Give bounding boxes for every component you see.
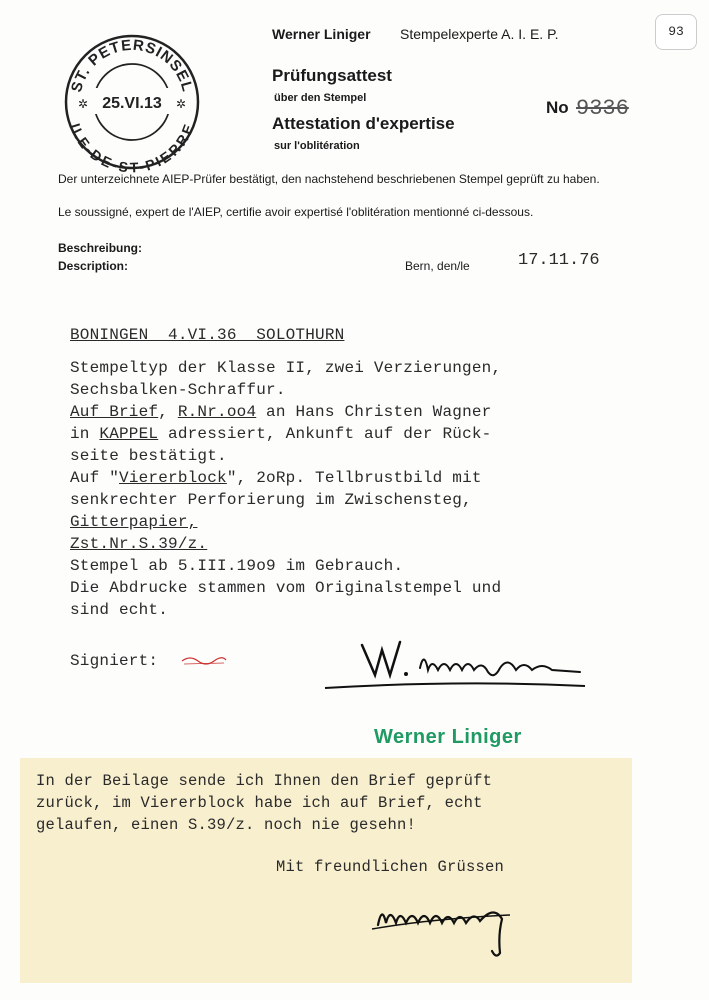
body-line: Zst.Nr.S.39/z. (70, 535, 208, 553)
postmark-top-text: ST. PETERSINSEL (67, 36, 197, 95)
certificate-date: 17.11.76 (518, 251, 600, 270)
expert-title: Stempelexperte A. I. E. P. (400, 26, 559, 42)
expert-name: Werner Liniger (272, 26, 371, 42)
note-closing: Mit freundlichen Grüssen (276, 858, 505, 876)
body-line: seite bestätigt. (70, 447, 227, 465)
body-line: Stempeltyp der Klasse II, zwei Verzierungen, (70, 359, 502, 377)
postmark-heading: BONINGEN 4.VI.36 SOLOTHURN (70, 326, 345, 344)
handwritten-signature (320, 630, 600, 700)
title-fr: Attestation d'expertise (272, 114, 455, 133)
title-de: Prüfungsattest (272, 66, 392, 85)
description-label-de: Beschreibung: (58, 241, 143, 255)
red-mark (180, 652, 230, 668)
star-icon: ✲ (78, 97, 89, 111)
certificate-number: 9336 (576, 96, 629, 121)
underlined-text: Viererblock (119, 469, 227, 487)
postmark-date: 25.VI.13 (102, 95, 162, 112)
description-label-fr: Description: (58, 259, 129, 273)
svg-text:ST. PETERSINSEL (68, 37, 196, 94)
body-line: Die Abdrucke stammen vom Originalstempel und (70, 579, 502, 597)
underlined-text: Auf Brief (70, 403, 159, 421)
note-line: zurück, im Viererblock habe ich auf Brief, echt (36, 794, 483, 812)
intro-fr: Le soussigné, expert de l'AIEP, certifie avoir expertisé l'oblitération mentionné ci-dessous. (58, 205, 534, 219)
note-line: gelaufen, einen S.39/z. noch nie gesehn! (36, 816, 417, 834)
body-line: Auf "Viererblock", 2oRp. Tellbrustbild mit (70, 469, 482, 487)
body-line: Sechsbalken-Schraffur. (70, 381, 286, 399)
signature-label: Signiert: (70, 652, 159, 670)
number-label: No (546, 98, 569, 117)
body-line: Auf Brief, R.Nr.oo4 an Hans Christen Wagner (70, 403, 492, 421)
intro-de: Der unterzeichnete AIEP-Prüfer bestätigt, den nachstehend beschriebenen Stempel geprüft zu haben. (58, 172, 600, 186)
place-label: Bern, den/le (405, 259, 470, 273)
subtitle-fr: sur l'oblitération (274, 140, 360, 152)
postmark-stamp (60, 30, 205, 175)
underlined-text: KAPPEL (99, 425, 159, 443)
note-signature (370, 885, 530, 965)
star-icon: ✲ (176, 97, 187, 111)
body-line: Gitterpapier, (70, 513, 198, 531)
body-line: senkrechter Perforierung im Zwischensteg, (70, 491, 472, 509)
body-line: sind echt. (70, 601, 169, 619)
underlined-text: R.Nr.oo4 (177, 403, 257, 421)
postmark-bottom-text: ILE-DE-ST-PIERRE (67, 121, 197, 175)
body-line: Stempel ab 5.III.19o9 im Gebrauch. (70, 557, 404, 575)
note-line: In der Beilage sende ich Ihnen den Brief geprüft (36, 772, 493, 790)
green-name-stamp: Werner Liniger (374, 726, 522, 748)
subtitle-de: über den Stempel (274, 92, 367, 104)
body-line: in KAPPEL adressiert, Ankunft auf der Rück- (70, 425, 492, 443)
page-number: 93 (655, 14, 697, 50)
